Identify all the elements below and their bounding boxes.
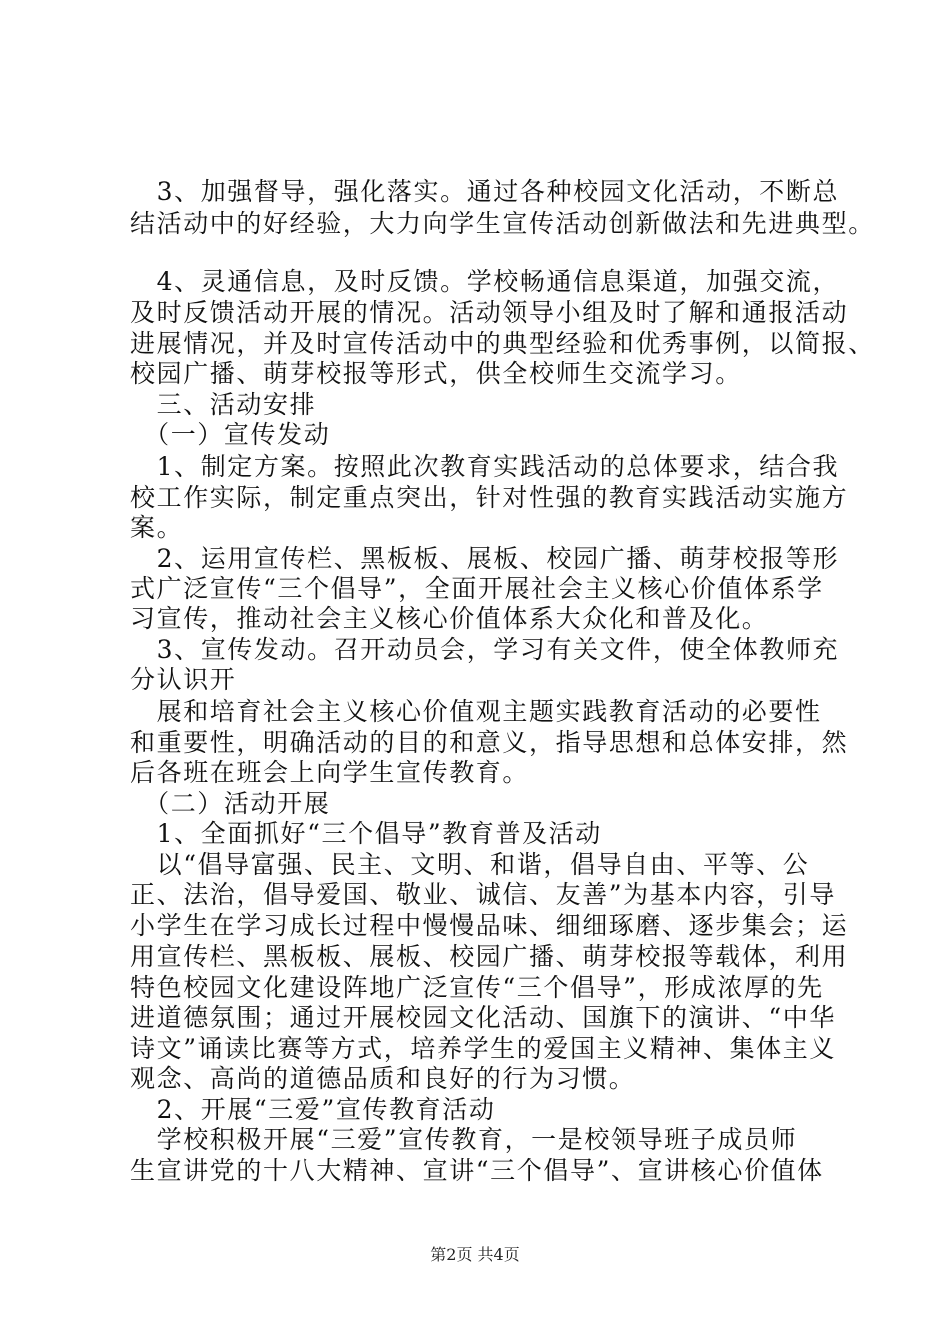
text-line: 1、制定方案。按照此次教育实践活动的总体要求，结合我 xyxy=(130,452,840,481)
text-line: 进展情况，并及时宣传活动中的典型经验和优秀事例，以简报、 xyxy=(130,329,875,358)
text-line: 学校积极开展“三爱”宣传教育，一是校领导班子成员师 xyxy=(130,1125,798,1154)
text-line: 结活动中的好经验，大力向学生宣传活动创新做法和先进典型。 xyxy=(130,209,875,238)
text-line: 2、运用宣传栏、黑板板、展板、校园广播、萌芽校报等形 xyxy=(130,544,840,573)
subsection-heading: （一）宣传发动 xyxy=(130,420,331,449)
text-line: 后各班在班会上向学生宣传教育。 xyxy=(130,758,530,787)
text-line: 校园广播、萌芽校报等形式，供全校师生交流学习。 xyxy=(130,359,742,388)
text-line: 3、宣传发动。召开动员会，学习有关文件，使全体教师充 xyxy=(130,635,840,664)
text-line: 特色校园文化建设阵地广泛宣传“三个倡导”，形成浓厚的先 xyxy=(130,973,824,1002)
text-line: 正、法治，倡导爱国、敬业、诚信、友善”为基本内容，引导 xyxy=(130,880,836,909)
text-line: 以“倡导富强、民主、文明、和谐，倡导自由、平等、公 xyxy=(130,850,810,879)
text-line: 案。 xyxy=(130,513,184,542)
text-line: 习宣传，推动社会主义核心价值体系大众化和普及化。 xyxy=(130,604,769,633)
text-line: 3、加强督导，强化落实。通过各种校园文化活动，不断总 xyxy=(130,177,840,206)
section-heading: 三、活动安排 xyxy=(130,390,317,419)
text-line: 观念、高尚的道德品质和良好的行为习惯。 xyxy=(130,1064,636,1093)
text-line: 1、全面抓好“三个倡导”教育普及活动 xyxy=(130,819,602,848)
text-line: 用宣传栏、黑板板、展板、校园广播、萌芽校报等载体，利用 xyxy=(130,942,849,971)
text-line: 2、开展“三爱”宣传教育活动 xyxy=(130,1095,496,1124)
text-line: 诗文”诵读比赛等方式，培养学生的爱国主义精神、集体主义 xyxy=(130,1034,836,1063)
text-line: 及时反馈活动开展的情况。活动领导小组及时了解和通报活动 xyxy=(130,298,849,327)
subsection-heading: （二）活动开展 xyxy=(130,789,331,818)
text-line: 小学生在学习成长过程中慢慢品味、细细琢磨、逐步集会；运 xyxy=(130,911,849,940)
text-line: 进道德氛围；通过开展校园文化活动、国旗下的演讲、“中华 xyxy=(130,1003,836,1032)
page-footer: 第2页 共4页 xyxy=(430,1245,520,1264)
text-line: 分认识开 xyxy=(130,665,237,694)
text-line: 和重要性，明确活动的目的和意义，指导思想和总体安排，然 xyxy=(130,728,849,757)
text-line: 式广泛宣传“三个倡导”，全面开展社会主义核心价值体系学 xyxy=(130,574,824,603)
text-line: 生宣讲党的十八大精神、宣讲“三个倡导”、宣讲核心价值体 xyxy=(130,1156,824,1185)
text-line: 校工作实际，制定重点突出，针对性强的教育实践活动实施方 xyxy=(130,483,849,512)
text-line: 4、灵通信息，及时反馈。学校畅通信息渠道，加强交流， xyxy=(130,267,840,296)
text-line: 展和培育社会主义核心价值观主题实践教育活动的必要性 xyxy=(130,697,822,726)
